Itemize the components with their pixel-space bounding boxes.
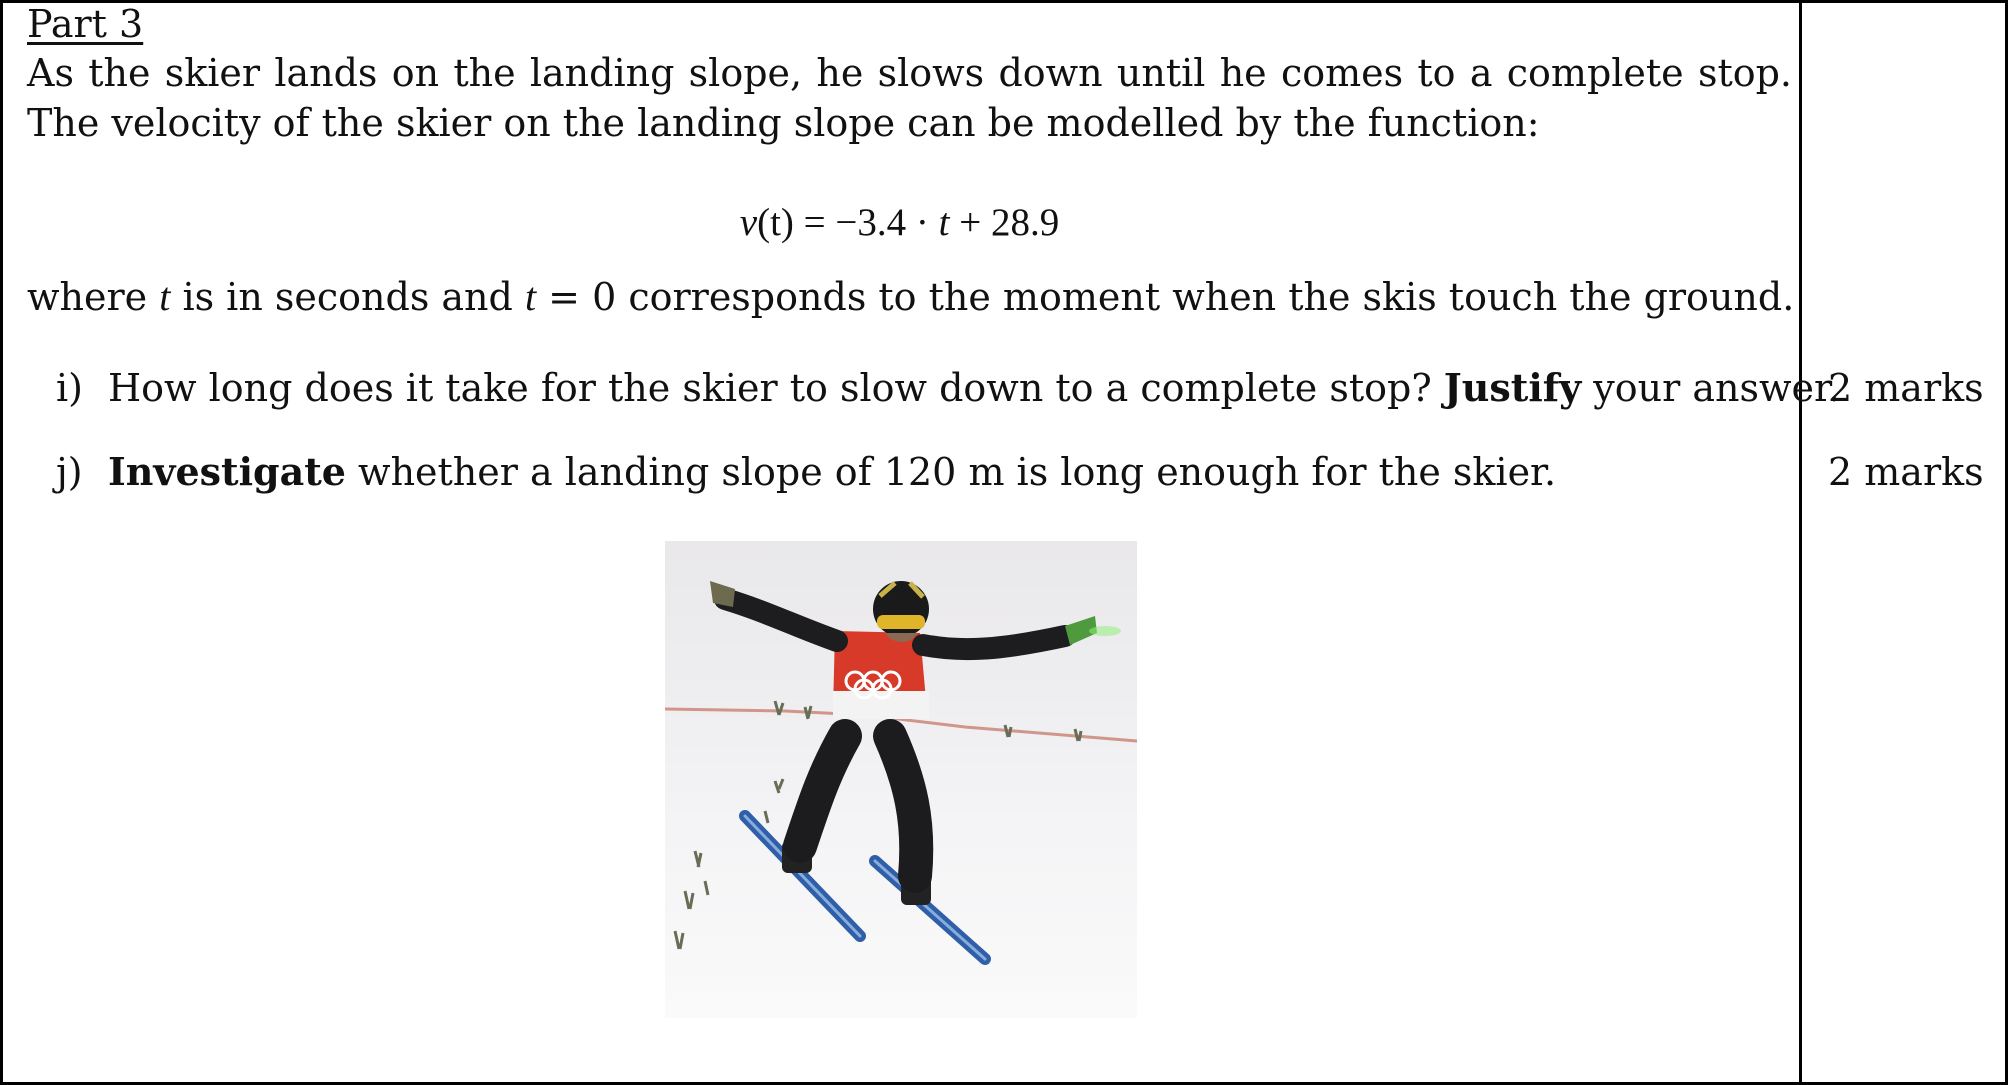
question-text: How long does it take for the skier to slow down to a complete stop? — [108, 366, 1444, 410]
marks-question-j: 2 marks — [1828, 450, 1984, 494]
velocity-formula — [0, 198, 1799, 248]
intro-paragraph: As the skier lands on the landing slope, he slows down until he comes to a complete stop. The velocity of the skier on the landing slope can be modelled by the function: — [27, 51, 1792, 145]
question-keyword: Investigate — [108, 449, 346, 494]
formula-t-var: t — [938, 201, 950, 244]
formula-lhs-arg: (t) — [757, 201, 794, 244]
formula-middle: = −3.4 · — [793, 201, 939, 244]
question-label: j) — [56, 450, 83, 494]
where-var-t-1: t — [159, 274, 171, 319]
part-title: Part 3 — [27, 2, 144, 46]
ski-jumper-illustration — [665, 541, 1137, 1018]
question-keyword: Justify — [1443, 365, 1582, 410]
question-label: i) — [56, 366, 83, 410]
marks-column-divider — [1799, 0, 1802, 1085]
where-text-2: is in seconds and — [170, 275, 525, 319]
variable-definition — [27, 272, 1794, 322]
question-i — [56, 363, 1840, 413]
where-text-1: where — [27, 275, 160, 319]
where-text-3: = 0 corresponds to the moment when the skis touch the ground. — [536, 275, 1795, 319]
question-text-after: whether a landing slope of 120 m is long enough for the skier. — [345, 450, 1557, 494]
ski-jumper-landing-photo — [665, 541, 1137, 1018]
marks-question-i: 2 marks — [1828, 366, 1984, 410]
formula-tail: + 28.9 — [949, 201, 1060, 244]
formula-lhs-var: v — [739, 201, 758, 244]
where-var-t-2: t — [524, 274, 537, 319]
question-text-after: your answer. — [1581, 366, 1841, 410]
question-j — [56, 447, 1556, 497]
